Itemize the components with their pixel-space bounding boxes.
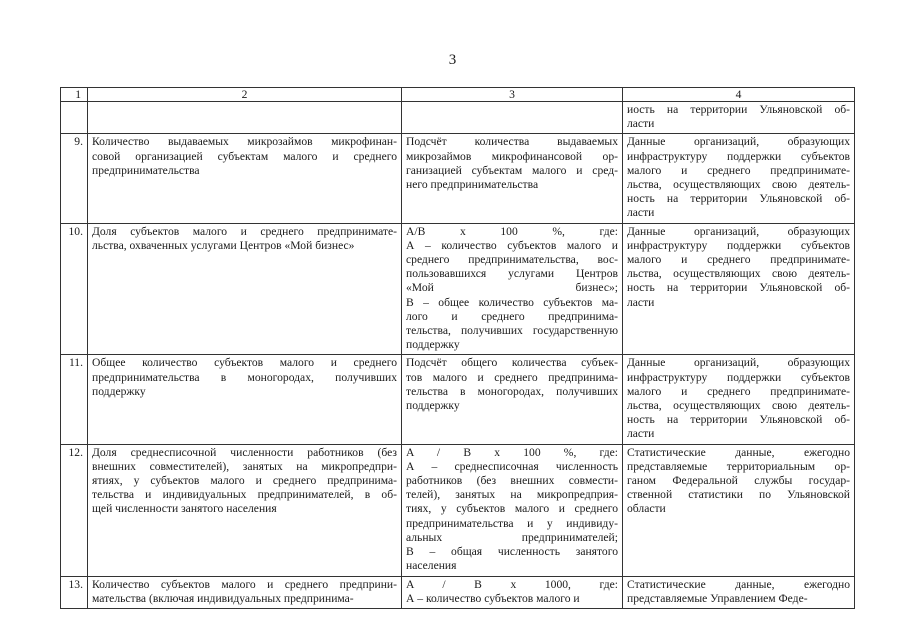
cell-text-line: А – количество субъектов малого и	[406, 238, 618, 252]
cell-text-line: инфраструктуру поддержки субъектов	[627, 370, 850, 384]
cell-text-line: тельства в моногородах, получивших	[406, 384, 618, 398]
row-number: 9.	[61, 134, 88, 223]
cell-text-line: малого и среднего предпринимате-	[627, 253, 850, 267]
cell-text-line: представляемые Управлением Феде-	[627, 591, 808, 605]
indicator-name-cell	[88, 102, 402, 134]
cell-text-line: «Мой бизнес»;	[406, 281, 618, 295]
calculation-method-cell	[402, 134, 623, 223]
calculation-method-cell	[402, 102, 623, 134]
cell-text-line: ность на территории Ульяновской об-	[627, 192, 850, 206]
row-number: 10.	[61, 223, 88, 355]
indicator-name-cell	[88, 223, 402, 355]
cell-text-line: поддержку	[92, 384, 146, 398]
cell-text-line: щей численности занятого населения	[92, 502, 277, 516]
cell-text-line: Доля среднесписочной численности работников (без	[92, 445, 397, 459]
cell-text-line: A/B x 100 %, где:	[406, 224, 618, 238]
table-row	[61, 223, 855, 355]
cell-text-line: совой организацией субъектам малого и среднего	[92, 149, 397, 163]
cell-text-line: альных предпринимателей;	[406, 530, 618, 544]
cell-text-line: внешних совместителей), занятых на микропредпри-	[92, 459, 397, 473]
cell-text-line: иость на территории Ульяновской об-	[627, 103, 850, 116]
cell-text-line: населения	[406, 559, 457, 573]
cell-text-line: ласти	[627, 117, 655, 131]
cell-text-line: малого и среднего предпринимате-	[627, 163, 850, 177]
cell-text-line: A / B x 1000, где:	[406, 577, 618, 591]
data-source-cell	[623, 576, 855, 608]
cell-text-line: тельства и индивидуальных предпринимателей, в об-	[92, 488, 397, 502]
cell-text-line: В – общая численность занятого	[406, 545, 618, 559]
cell-text-line: Статистические данные, ежегодно	[627, 577, 850, 591]
calculation-method-cell	[402, 355, 623, 444]
cell-text-line: поддержку	[406, 399, 460, 413]
cell-text-line: ласти	[627, 206, 655, 220]
cell-text-line: малого и среднего предпринимате-	[627, 384, 850, 398]
data-source-cell	[623, 223, 855, 355]
cell-text-line: ственной статистики по Ульяновской	[627, 488, 850, 502]
header-col-3: 3	[402, 88, 623, 102]
cell-text-line: него предпринимательства	[406, 178, 539, 192]
table-row	[61, 134, 855, 223]
table-row	[61, 444, 855, 576]
cell-text-line: A / B x 100 %, где:	[406, 445, 618, 459]
indicator-name-cell	[88, 134, 402, 223]
cell-text-line: ность на территории Ульяновской об-	[627, 413, 850, 427]
row-number: 12.	[61, 444, 88, 576]
cell-text-line: работников (без внешних совмести-	[406, 474, 618, 488]
indicators-table	[60, 87, 855, 609]
cell-text-line: инфраструктуру поддержки субъектов	[627, 238, 850, 252]
cell-text-line: В – общее количество субъектов ма-	[406, 295, 618, 309]
cell-text-line: тов малого и среднего предпринима-	[406, 370, 618, 384]
indicator-name-cell	[88, 576, 402, 608]
cell-text-line: А – количество субъектов малого и	[406, 591, 580, 605]
cell-text-line: тельства, получивших государственную	[406, 324, 618, 338]
cell-text-line: ятиях, у субъектов малого и среднего предпринима-	[92, 474, 397, 488]
table-row	[61, 576, 855, 608]
cell-text-line: среднего предпринимательства, вос-	[406, 253, 618, 267]
cell-text-line: льства, осуществляющих свою деятель-	[627, 267, 850, 281]
cell-text-line: ность на территории Ульяновской об-	[627, 281, 850, 295]
cell-text-line: мательства (включая индивидуальных предпринима-	[92, 591, 354, 605]
data-source-cell	[623, 355, 855, 444]
cell-text-line: лого и среднего предпринима-	[406, 309, 618, 323]
cell-text-line: пользовавшихся услугами Центров	[406, 267, 618, 281]
cell-text-line: области	[627, 502, 666, 516]
cell-text-line: Данные организаций, образующих	[627, 356, 850, 370]
cell-text-line: тиях, у субъектов малого и среднего	[406, 502, 618, 516]
row-number: 13.	[61, 576, 88, 608]
cell-text-line: Доля субъектов малого и среднего предпринимате-	[92, 224, 397, 238]
cell-text-line: инфраструктуру поддержки субъектов	[627, 149, 850, 163]
cell-text-line: Статистические данные, ежегодно	[627, 445, 850, 459]
cell-text-line: предпринимательства	[92, 163, 200, 177]
cell-text-line: предпринимательства в моногородах, получивших	[92, 370, 397, 384]
cell-text-line: льства, осуществляющих свою деятель-	[627, 178, 850, 192]
cell-text-line: представляемые территориальным ор-	[627, 459, 850, 473]
cell-text-line: микрозаймов микрофинансовой ор-	[406, 149, 618, 163]
indicator-name-cell	[88, 355, 402, 444]
page-number: 3	[448, 52, 457, 68]
cell-text-line: ганом Федеральной службы государ-	[627, 474, 850, 488]
cell-text-line: ганизацией субъектам малого и сред-	[406, 163, 618, 177]
cell-text-line: Количество выдаваемых микрозаймов микрофинан-	[92, 135, 397, 149]
cell-text-line: Подсчёт общего количества субъек-	[406, 356, 618, 370]
cell-text-line: льства, осуществляющих свою деятель-	[627, 399, 850, 413]
row-number	[61, 102, 88, 134]
data-source-cell	[623, 102, 855, 134]
cell-text-line: А – среднесписочная численность	[406, 459, 618, 473]
header-col-2: 2	[88, 88, 402, 102]
table-row	[61, 102, 855, 134]
cell-text-line: ласти	[627, 295, 655, 309]
cell-text-line: телей), занятых на микропредприя-	[406, 488, 618, 502]
cell-text-line: Данные организаций, образующих	[627, 224, 850, 238]
cell-text-line: Данные организаций, образующих	[627, 135, 850, 149]
table-header-row	[61, 88, 855, 102]
cell-text-line: Общее количество субъектов малого и среднего	[92, 356, 397, 370]
indicator-name-cell	[88, 444, 402, 576]
header-col-4: 4	[623, 88, 855, 102]
table-row	[61, 355, 855, 444]
calculation-method-cell	[402, 576, 623, 608]
calculation-method-cell	[402, 444, 623, 576]
cell-text-line: льства, охваченных услугами Центров «Мой бизнес»	[92, 238, 355, 252]
data-source-cell	[623, 134, 855, 223]
cell-text-line: предпринимательства и у индивиду-	[406, 516, 618, 530]
calculation-method-cell	[402, 223, 623, 355]
cell-text-line: Подсчёт количества выдаваемых	[406, 135, 618, 149]
data-source-cell	[623, 444, 855, 576]
row-number: 11.	[61, 355, 88, 444]
cell-text-line: поддержку	[406, 338, 460, 352]
cell-text-line: ласти	[627, 427, 655, 441]
cell-text-line: Количество субъектов малого и среднего предприни-	[92, 577, 397, 591]
header-col-1: 1	[61, 88, 88, 102]
